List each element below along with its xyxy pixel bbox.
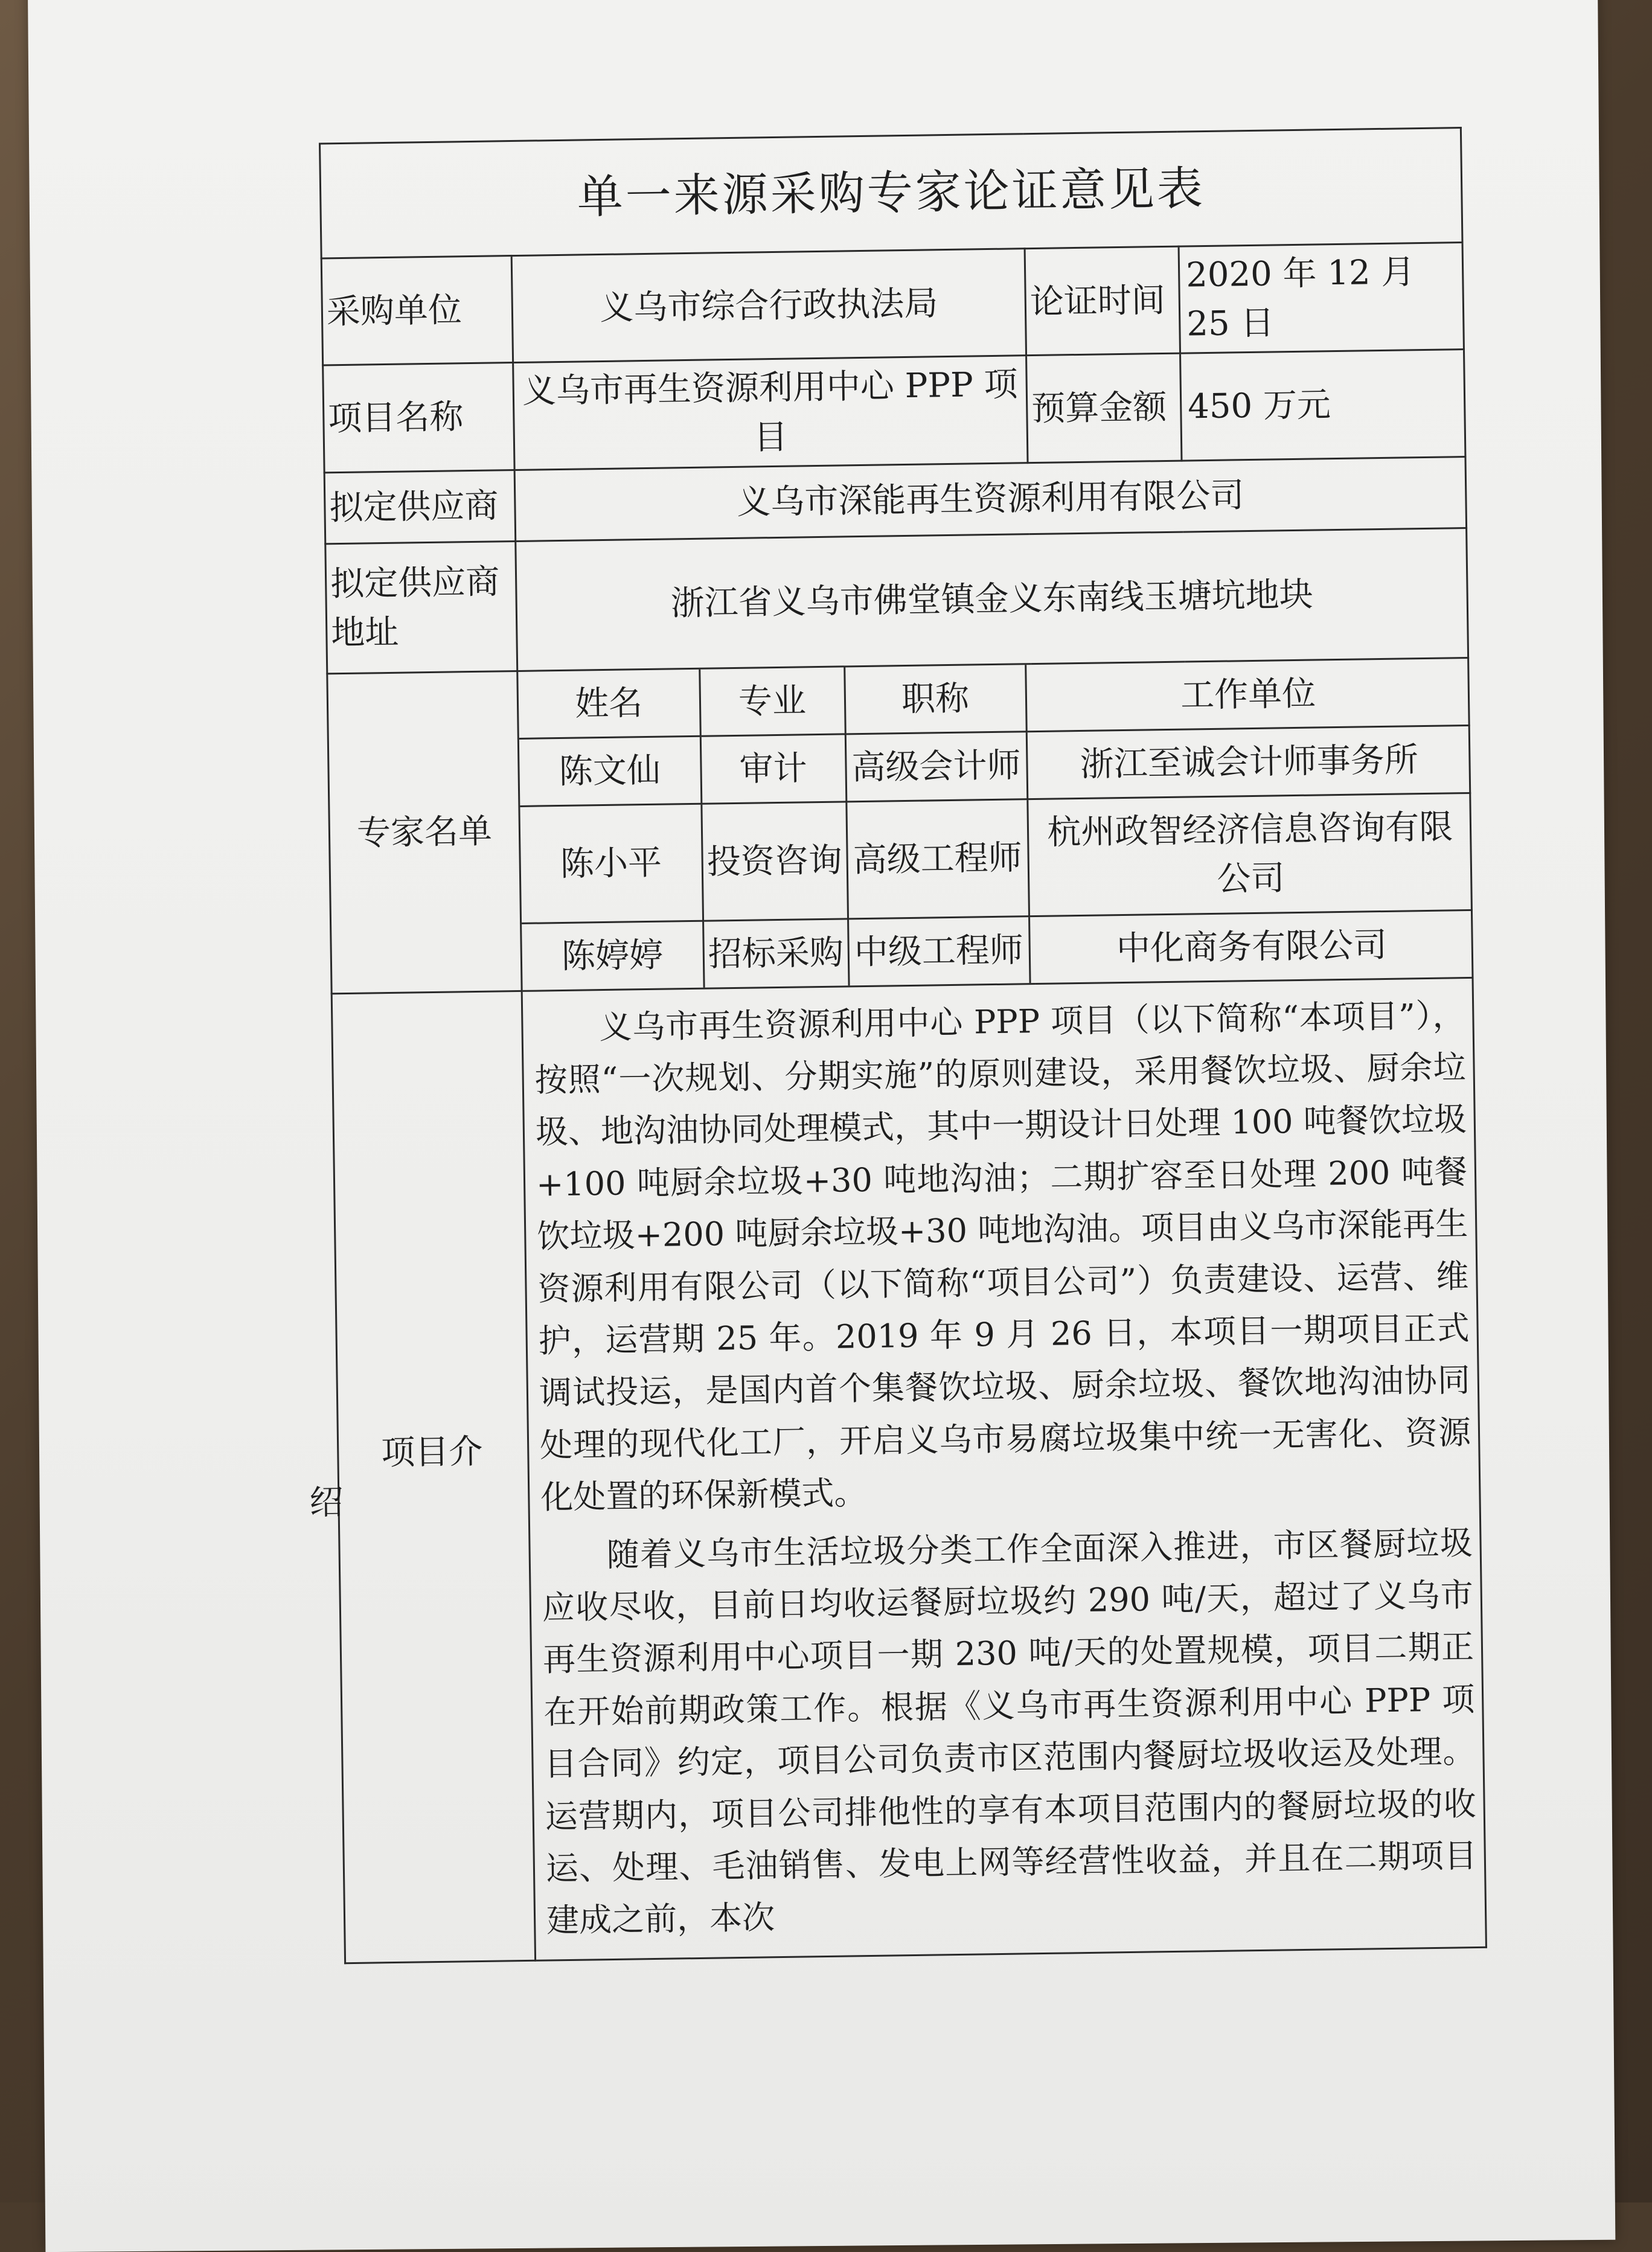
review-time-value: 2020 年 12 月 25 日 xyxy=(1179,243,1464,354)
purchaser-row xyxy=(321,243,1464,366)
supplier-address-label-line2: 地址 xyxy=(330,612,399,653)
experts-row xyxy=(327,657,1473,993)
project-name-value: 义乌市再生资源利用中心 PPP 项目 xyxy=(513,356,1028,470)
purchaser-value: 义乌市综合行政执法局 xyxy=(511,249,1026,363)
expert-name: 陈小平 xyxy=(520,804,703,923)
supplier-label: 拟定供应商 xyxy=(324,470,516,543)
experts-header-title: 职称 xyxy=(844,665,1026,734)
intro-paragraph-1: 义乌市再生资源利用中心 PPP 项目（以下简称“本项目”），按照“一次规划、分期实施”的原则建设，采用餐饮垃圾、厨余垃圾、地沟油协同处理模式，其中一期设计日处理 100 吨餐饮垃圾+100 吨厨余垃圾+30 吨地沟油；二期扩容至日处理 200 吨餐饮垃圾+200 吨厨余垃圾+30 吨地沟油。项目由义乌市深能再生资源利用有限公司（以下简称“项目公司”）负责建设、运营、维护，运营期 25 年。2019 年 9 月 26 日，本项目一期项目正式调试投运，是国内首个集餐饮垃圾、厨余垃圾、餐饮地沟油协同处理的现代化工厂，开启义乌市易腐垃圾集中统一无害化、资源化处置的环保新模式。 xyxy=(534,996,1471,1517)
intro-label-line2: 绍 xyxy=(309,1483,344,1523)
intro-row xyxy=(331,977,1486,1963)
experts-header-row xyxy=(518,659,1470,739)
table-row xyxy=(522,910,1473,990)
form-title: 单一来源采购专家论证意见表 xyxy=(320,128,1462,258)
expert-org: 浙江至诚会计师事务所 xyxy=(1026,725,1471,799)
paper-sheet xyxy=(28,0,1615,2252)
supplier-address-value: 浙江省义乌市佛堂镇金义东南线玉塘坑地块 xyxy=(516,528,1468,671)
expert-major: 审计 xyxy=(700,734,847,804)
experts-label: 专家名单 xyxy=(327,671,522,993)
intro-paragraph-2: 随着义乌市生活垃圾分类工作全面深入推进，市区餐厨垃圾应收尽收，目前日均收运餐厨垃圾约 290 吨/天，超过了义乌市再生资源利用中心项目一期 230 吨/天的处置规模，项目二期正在开始前期政策工作。根据《义乌市再生资源利用中心 PPP 项目合同》约定，项目公司负责市区范围内餐厨垃圾收运及处理。运营期内，项目公司排他性的享有本项目范围内的餐厨垃圾的收运、处理、毛油销售、发电上网等经营性收益，并且在二期项目建成之前，本次 xyxy=(542,1523,1478,1940)
supplier-address-label xyxy=(325,541,517,673)
supplier-address-label-line1: 拟定供应商 xyxy=(330,561,500,604)
table-row xyxy=(519,725,1471,806)
title-row xyxy=(320,128,1462,258)
expert-major: 招标采购 xyxy=(703,918,849,987)
expert-title: 高级工程师 xyxy=(846,799,1029,919)
expert-major: 投资咨询 xyxy=(701,802,848,921)
experts-table xyxy=(518,659,1473,990)
budget-label: 预算金额 xyxy=(1026,353,1182,462)
expert-title: 中级工程师 xyxy=(848,916,1030,985)
table-row xyxy=(520,793,1473,923)
intro-label xyxy=(309,991,535,1963)
review-time-label: 论证时间 xyxy=(1025,246,1180,356)
purchaser-label: 采购单位 xyxy=(321,256,513,366)
experts-table-cell xyxy=(517,657,1473,991)
project-row xyxy=(323,350,1465,473)
form-table xyxy=(309,127,1487,1964)
expert-name: 陈文仙 xyxy=(519,736,702,806)
experts-header-name: 姓名 xyxy=(518,670,700,739)
intro-text xyxy=(522,977,1486,1960)
intro-label-line1: 项目介 xyxy=(380,1431,483,1473)
budget-value: 450 万元 xyxy=(1180,350,1465,461)
expert-name: 陈婷婷 xyxy=(522,921,704,990)
project-name-label: 项目名称 xyxy=(323,363,514,473)
experts-header-major: 专业 xyxy=(699,667,845,736)
expert-org: 杭州政智经济信息咨询有限公司 xyxy=(1027,793,1473,916)
expert-org: 中化商务有限公司 xyxy=(1029,910,1473,983)
expert-opinion-form xyxy=(309,127,1485,1964)
experts-header-org: 工作单位 xyxy=(1025,659,1470,732)
supplier-address-row xyxy=(325,528,1468,673)
supplier-value: 义乌市深能再生资源利用有限公司 xyxy=(514,456,1466,541)
expert-title: 高级会计师 xyxy=(845,732,1028,802)
